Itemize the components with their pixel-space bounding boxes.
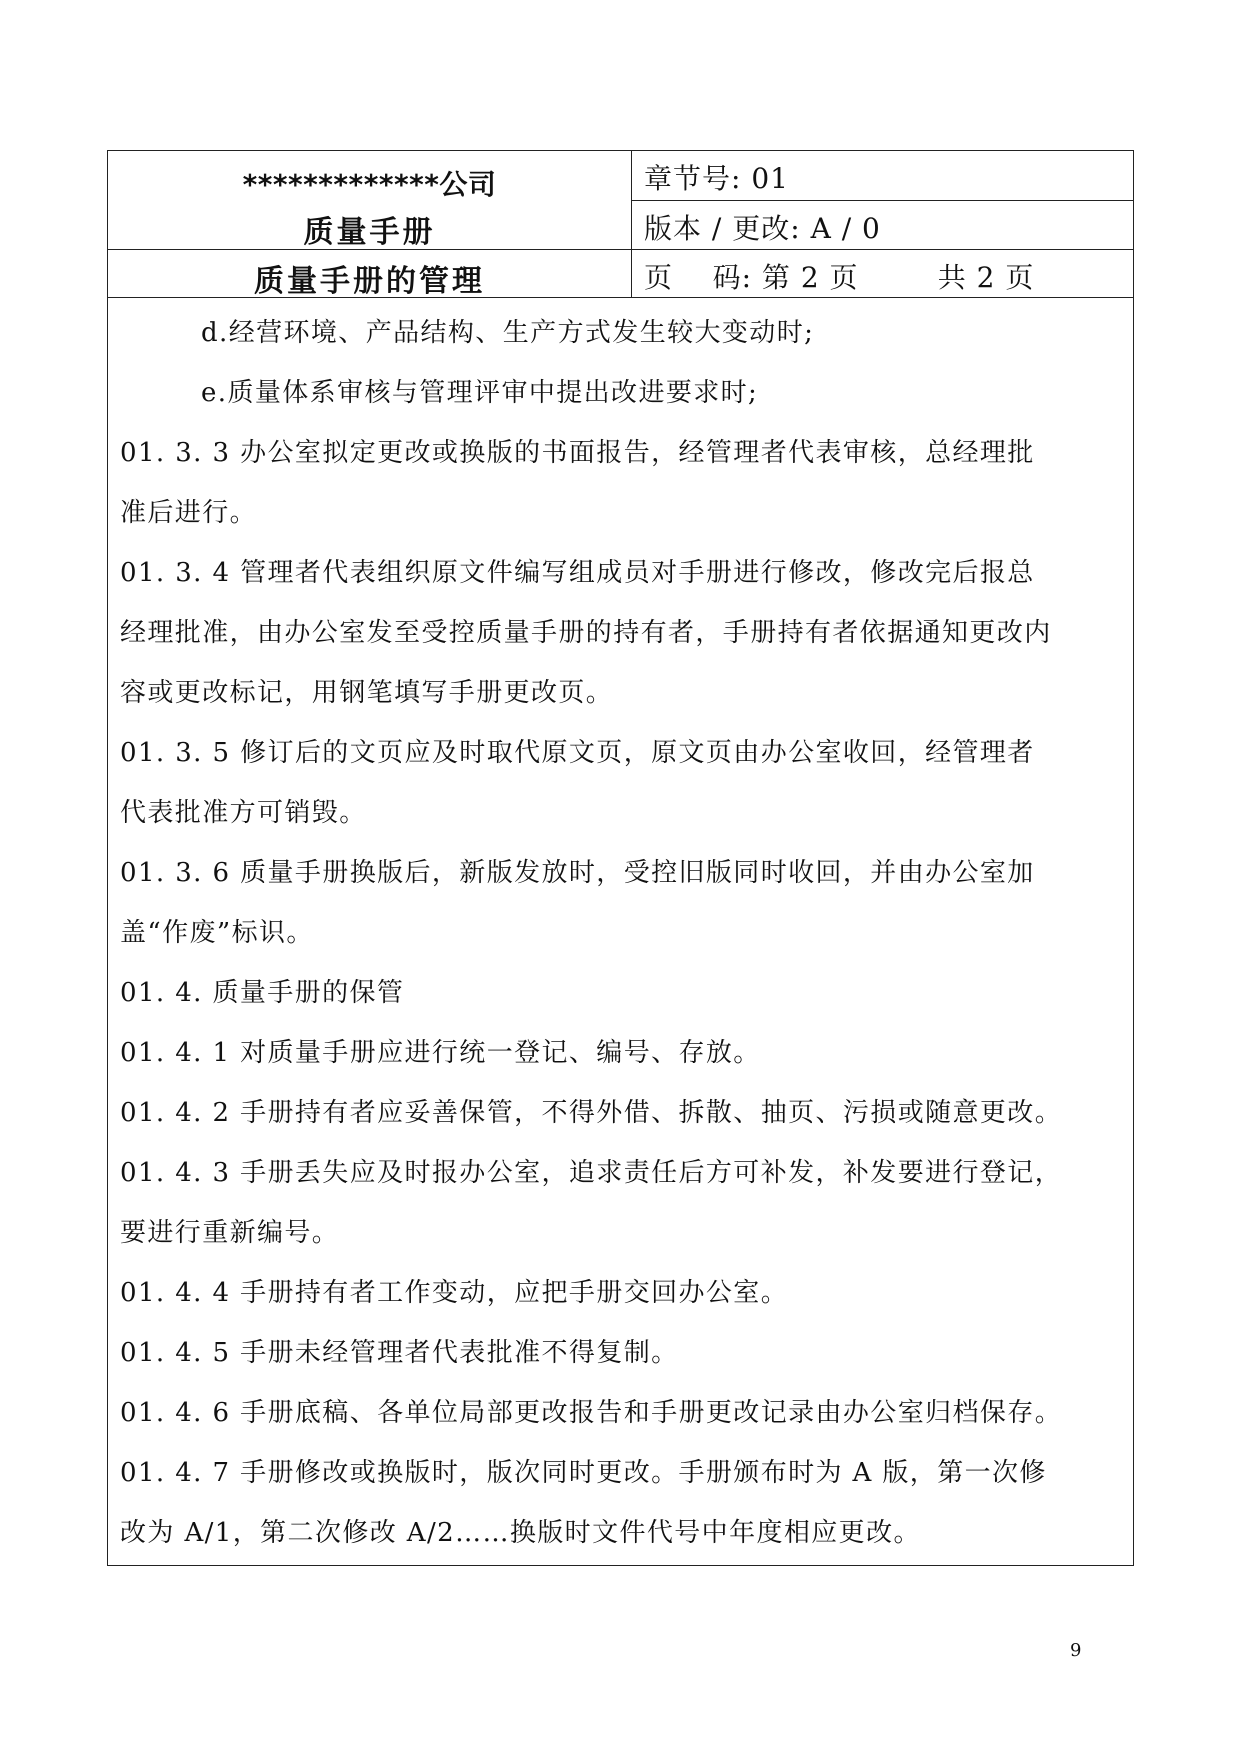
body-line: 01. 3. 6 质量手册换版后，新版发放时，受控旧版同时收回，并由办公室加: [120, 858, 1035, 888]
page-number: 9: [1070, 1640, 1082, 1661]
body-line: 01. 4. 1 对质量手册应进行统一登记、编号、存放。: [120, 1038, 761, 1068]
body-line: 01. 4. 2 手册持有者应妥善保管，不得外借、拆散、抽页、污损或随意更改。: [120, 1098, 1063, 1128]
body-line: 01. 4. 3 手册丢失应及时报办公室，追求责任后方可补发，补发要进行登记，: [120, 1158, 1063, 1188]
body-line: 盖“作废”标识。: [120, 918, 314, 948]
body-line: 01. 4. 6 手册底稿、各单位局部更改报告和手册更改记录由办公室归档保存。: [120, 1398, 1063, 1428]
body-line: 改为 A/1，第二次修改 A/2……换版时文件代号中年度相应更改。: [120, 1518, 921, 1548]
body-line: 01. 3. 5 修订后的文页应及时取代原文页，原文页由办公室收回，经管理者: [120, 738, 1035, 768]
header-company-cell: [108, 151, 632, 250]
chapter-number: 章节号: 01: [644, 162, 789, 195]
body-line: e.质量体系审核与管理评审中提出改进要求时;: [201, 378, 759, 408]
body-line: 01. 3. 3 办公室拟定更改或换版的书面报告，经管理者代表审核，总经理批: [120, 438, 1035, 468]
body-line: 要进行重新编号。: [120, 1218, 340, 1248]
section-title: 质量手册的管理: [254, 264, 485, 299]
body-line: 01. 3. 4 管理者代表组织原文件编写组成员对手册进行修改，修改完后报总: [120, 558, 1035, 588]
body-line: 01. 4. 4 手册持有者工作变动，应把手册交回办公室。: [120, 1278, 789, 1308]
header-meta-cell: [632, 151, 1133, 298]
version-row: [632, 201, 1133, 250]
page-info-row: [632, 250, 1133, 298]
document-frame: [107, 150, 1134, 1566]
body-line: 01. 4. 5 手册未经管理者代表批准不得复制。: [120, 1338, 679, 1368]
version-revision: 版本 / 更改: A / 0: [644, 212, 881, 245]
body-line: 01. 4. 7 手册修改或换版时，版次同时更改。手册颁布时为 A 版，第一次修: [120, 1458, 1047, 1488]
chapter-row: [632, 151, 1133, 201]
body-content: [120, 303, 1122, 1563]
header-section-cell: [108, 250, 632, 298]
manual-title: 质量手册: [303, 215, 436, 250]
company-name: *************公司: [242, 168, 497, 201]
body-line: 经理批准，由办公室发至受控质量手册的持有者，手册持有者依据通知更改内: [120, 618, 1052, 648]
page-info: 页 码: 第 2 页 共 2 页: [644, 261, 1035, 294]
body-line: 代表批准方可销毁。: [120, 798, 367, 828]
body-line: 准后进行。: [120, 498, 258, 528]
body-line: d.经营环境、产品结构、生产方式发生较大变动时;: [201, 318, 815, 348]
body-line: 容或更改标记，用钢笔填写手册更改页。: [120, 678, 614, 708]
body-line: 01. 4. 质量手册的保管: [120, 978, 405, 1008]
